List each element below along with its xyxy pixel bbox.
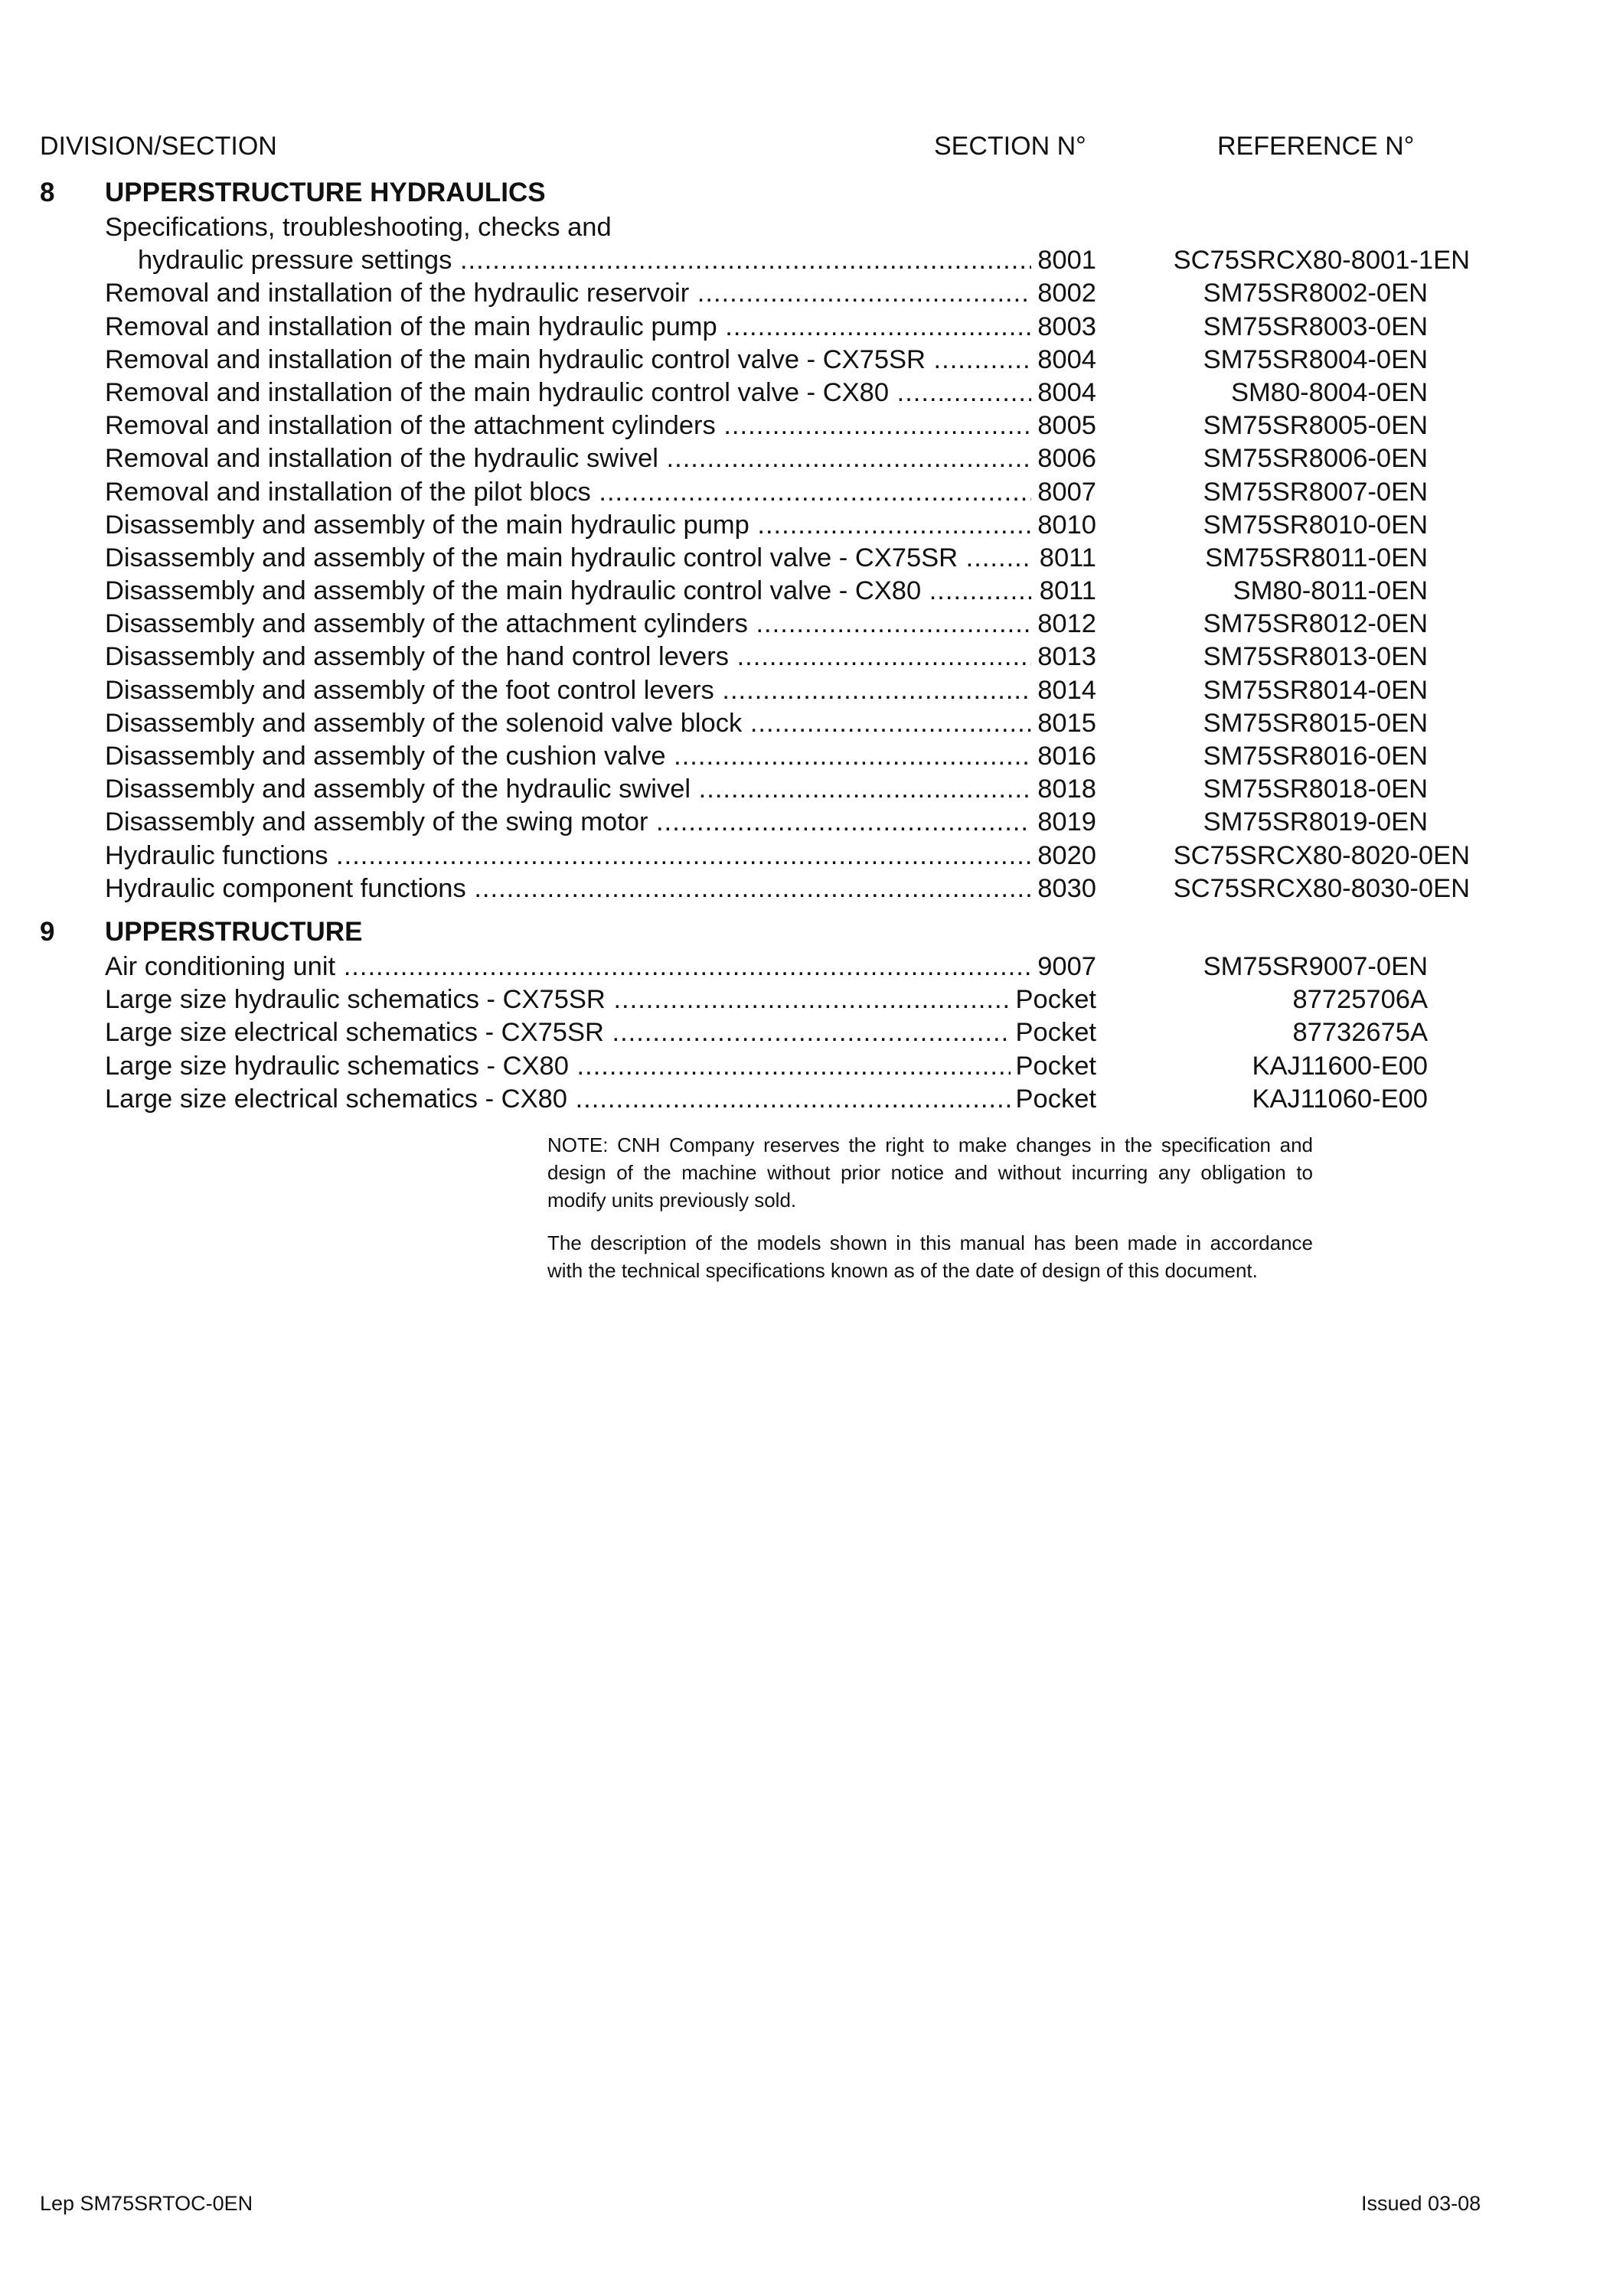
- toc-row: [0, 509, 1623, 542]
- toc-reference-number: SM75SR8005-0EN: [1203, 411, 1428, 441]
- notes-block: [547, 1131, 1313, 1300]
- division-heading: [0, 178, 1623, 211]
- toc-entry-title: Large size hydraulic schematics - CX80 .....: [105, 1050, 1031, 1083]
- toc-entry-title: hydraulic pressure settings .....: [138, 244, 1031, 277]
- toc-row: [0, 1050, 1623, 1083]
- toc-reference-number: SM75SR8002-0EN: [1203, 279, 1428, 308]
- toc-entry-title: Removal and installation of the main hydraulic control valve - CX75SR .....: [105, 344, 1031, 377]
- toc-entry-title: Specifications, troubleshooting, checks and: [105, 213, 612, 242]
- toc-pre-line: [0, 211, 1623, 244]
- toc-section-number: 8012: [1031, 608, 1096, 641]
- toc-section-number: 8015: [1031, 707, 1096, 740]
- toc-row: [0, 244, 1623, 277]
- toc-section-number: 8005: [1031, 409, 1096, 442]
- toc-entry-title: Removal and installation of the hydraulic swivel .....: [105, 442, 1031, 475]
- toc-entry-title: Disassembly and assembly of the main hydraulic control valve - CX80 .....: [105, 575, 1031, 608]
- toc-entry-title: Removal and installation of the pilot blocs .....: [105, 476, 1031, 509]
- toc-section-number: 8016: [1031, 740, 1096, 773]
- toc-row: [0, 344, 1623, 377]
- toc-row: [0, 951, 1623, 983]
- toc-entry-title: Removal and installation of the attachment cylinders .....: [105, 409, 1031, 442]
- toc-section-number: 8011: [1031, 575, 1096, 608]
- toc-section-number: Pocket: [1011, 1083, 1096, 1116]
- toc-row: [0, 707, 1623, 740]
- toc-row: [0, 409, 1623, 442]
- toc-entry-title: Removal and installation of the hydraulic reservoir .....: [105, 277, 1031, 310]
- toc-entry-title: Large size hydraulic schematics - CX75SR .....: [105, 983, 1031, 1016]
- toc-reference-number: SM75SR8018-0EN: [1203, 775, 1428, 804]
- footer-document-code: Lep SM75SRTOC-0EN: [40, 2192, 253, 2215]
- toc-row: [0, 476, 1623, 509]
- toc-section-number: 8006: [1031, 442, 1096, 475]
- toc-section-number: 9007: [1031, 951, 1096, 983]
- toc-entry-title: Large size electrical schematics - CX80 .....: [105, 1083, 1031, 1116]
- toc-row: [0, 311, 1623, 344]
- toc-entry-title: Disassembly and assembly of the foot control levers .....: [105, 674, 1031, 707]
- division-title: UPPERSTRUCTURE HYDRAULICS: [105, 178, 546, 207]
- toc-section-number: 8018: [1031, 773, 1096, 806]
- toc-reference-number: SM75SR8006-0EN: [1203, 444, 1428, 474]
- toc-entry-title: Disassembly and assembly of the swing motor .....: [105, 806, 1031, 839]
- toc-reference-number: KAJ11060-E00: [1252, 1084, 1428, 1114]
- toc-row: [0, 983, 1623, 1016]
- toc-section-number: Pocket: [1011, 1016, 1096, 1049]
- toc-section-number: 8004: [1031, 377, 1096, 409]
- toc-reference-number: KAJ11600-E00: [1252, 1051, 1428, 1081]
- toc-reference-number: 87725706A: [1292, 985, 1428, 1015]
- toc-section-number: 8020: [1031, 840, 1096, 872]
- toc-reference-number: SM75SR8007-0EN: [1203, 477, 1428, 507]
- toc-entry-title: Disassembly and assembly of the main hydraulic control valve - CX75SR .....: [105, 542, 1031, 575]
- disclaimer-note: NOTE: CNH Company reserves the right to make changes in the specification and design of the machine without prior notice and without incurring any obligation to modify units previously sold.: [547, 1133, 1313, 1212]
- toc-reference-number: SM80-8011-0EN: [1233, 576, 1428, 606]
- toc-row: [0, 806, 1623, 839]
- toc-reference-number: SC75SRCX80-8030-0EN: [1173, 873, 1470, 903]
- toc-reference-number: SM75SR8016-0EN: [1203, 742, 1428, 771]
- toc-reference-number: SM75SR8010-0EN: [1203, 510, 1428, 540]
- toc-reference-number: SM80-8004-0EN: [1231, 377, 1428, 407]
- toc-section-number: 8004: [1031, 344, 1096, 377]
- toc-row: [0, 872, 1623, 905]
- toc-section-number: 8019: [1031, 806, 1096, 839]
- toc-reference-number: SM75SR9007-0EN: [1203, 952, 1428, 981]
- toc-row: [0, 674, 1623, 707]
- toc-reference-number: SM75SR8004-0EN: [1203, 344, 1428, 374]
- column-headers: [0, 132, 1623, 165]
- toc-entry-title: Disassembly and assembly of the hand control levers .....: [105, 641, 1031, 673]
- header-section-number: SECTION N°: [934, 132, 1086, 161]
- toc-section-number: 8010: [1031, 509, 1096, 542]
- toc-section-number: 8014: [1031, 674, 1096, 707]
- toc-section-number: 8003: [1031, 311, 1096, 344]
- division-9: [0, 917, 1623, 1116]
- toc-reference-number: SC75SRCX80-8020-0EN: [1173, 840, 1470, 870]
- division-title: UPPERSTRUCTURE: [105, 917, 363, 947]
- toc-section-number: Pocket: [1011, 983, 1096, 1016]
- division-8: [0, 178, 1623, 905]
- toc-entry-title: Hydraulic component functions .....: [105, 872, 1031, 905]
- toc-reference-number: SM75SR8013-0EN: [1203, 642, 1428, 672]
- toc-section-number: 8011: [1031, 542, 1096, 575]
- toc-row: [0, 840, 1623, 872]
- toc-section-number: 8002: [1031, 277, 1096, 310]
- toc-entry-title: Air conditioning unit .....: [105, 951, 1031, 983]
- toc-row: [0, 377, 1623, 409]
- toc-reference-number: SM75SR8012-0EN: [1203, 609, 1428, 639]
- toc-reference-number: 87732675A: [1292, 1018, 1428, 1048]
- toc-section-number: 8007: [1031, 476, 1096, 509]
- toc-entry-title: Disassembly and assembly of the attachment cylinders .....: [105, 608, 1031, 641]
- toc-reference-number: SC75SRCX80-8001-1EN: [1173, 246, 1470, 276]
- toc-section-number: 8030: [1031, 872, 1096, 905]
- toc-entry-title: Disassembly and assembly of the cushion valve .....: [105, 740, 1031, 773]
- toc-entry-title: Disassembly and assembly of the solenoid valve block .....: [105, 707, 1031, 740]
- toc-reference-number: SM75SR8014-0EN: [1203, 675, 1428, 705]
- toc-row: [0, 575, 1623, 608]
- toc-row: [0, 608, 1623, 641]
- header-division-section: DIVISION/SECTION: [40, 132, 277, 161]
- toc-section-number: 8001: [1031, 244, 1096, 277]
- toc-reference-number: SM75SR8011-0EN: [1205, 543, 1428, 572]
- division-number: 8: [40, 178, 55, 207]
- header-reference-number: REFERENCE N°: [1217, 132, 1415, 161]
- toc-entry-title: Removal and installation of the main hydraulic control valve - CX80 .....: [105, 377, 1031, 409]
- description-note: The description of the models shown in this manual has been made in accordance with the technical specifications known as of the date of design of this document.: [547, 1231, 1313, 1282]
- toc-row: [0, 773, 1623, 806]
- division-heading: [0, 917, 1623, 951]
- toc-reference-number: SM75SR8019-0EN: [1203, 807, 1428, 837]
- toc-row: [0, 1016, 1623, 1049]
- toc-row: [0, 442, 1623, 475]
- toc-entry-title: Disassembly and assembly of the main hydraulic pump .....: [105, 509, 1031, 542]
- division-number: 9: [40, 917, 55, 947]
- footer-issue-date: Issued 03-08: [1361, 2192, 1481, 2215]
- toc-row: [0, 641, 1623, 673]
- toc-row: [0, 542, 1623, 575]
- toc-row: [0, 277, 1623, 310]
- toc-row: [0, 1083, 1623, 1116]
- toc-reference-number: SM75SR8003-0EN: [1203, 311, 1428, 341]
- toc-section-number: Pocket: [1011, 1050, 1096, 1083]
- toc-entry-title: Removal and installation of the main hydraulic pump .....: [105, 311, 1031, 344]
- toc-section-number: 8013: [1031, 641, 1096, 673]
- toc-row: [0, 740, 1623, 773]
- toc-entry-title: Disassembly and assembly of the hydraulic swivel .....: [105, 773, 1031, 806]
- toc-entry-title: Hydraulic functions .....: [105, 840, 1031, 872]
- toc-reference-number: SM75SR8015-0EN: [1203, 708, 1428, 738]
- toc-entry-title: Large size electrical schematics - CX75SR .....: [105, 1016, 1031, 1049]
